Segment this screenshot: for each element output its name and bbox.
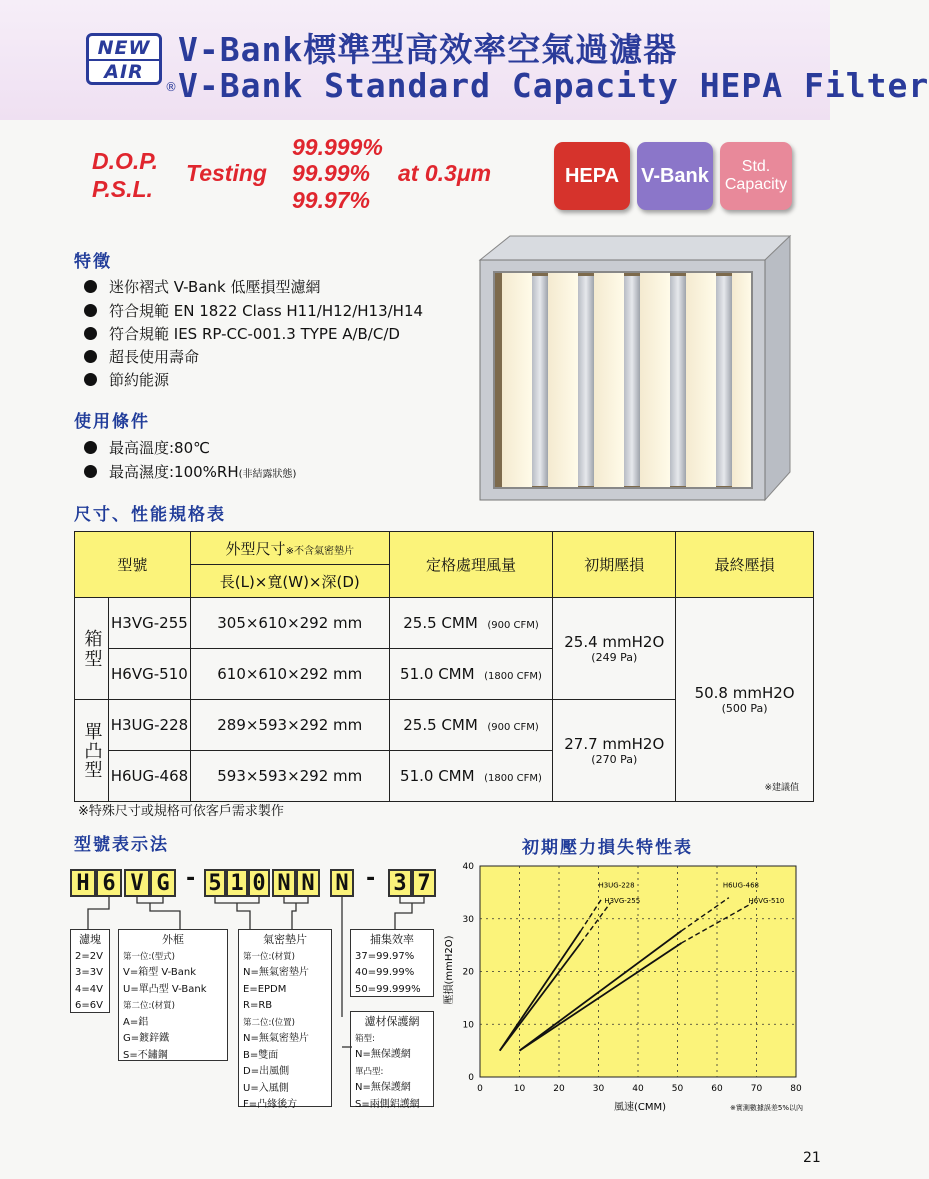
code-char: 1 bbox=[226, 869, 248, 897]
model-cell: H3UG-228 bbox=[108, 700, 190, 751]
feature-item: 符合規範 IES RP-CC-001.3 TYPE A/B/C/D bbox=[84, 323, 400, 344]
header-rated-airflow: 定格處理風量 bbox=[389, 532, 553, 598]
legend-gasket: 氣密墊片 第一位:(材質) N=無氣密墊片 E=EPDM R=RB 第二位:(位置) N=無氣密墊片 B=雙面 D=出風側 U=入風側 F=凸緣後方 bbox=[238, 929, 332, 1107]
model-cell: H3VG-255 bbox=[108, 598, 190, 649]
initial-pressure-drop-convex: 27.7 mmH2O (270 Pa) bbox=[553, 700, 676, 802]
chart-x-tick-label: 80 bbox=[790, 1084, 802, 1094]
code-char: N bbox=[272, 869, 296, 897]
chart-ylabel: 壓損(mmH2O) bbox=[444, 935, 455, 1005]
final-pressure-drop: 50.8 mmH2O (500 Pa) ※建議值 bbox=[676, 598, 814, 802]
conditions-title: 使用條件 bbox=[74, 412, 150, 432]
logo-text-bottom: AIR bbox=[89, 59, 159, 83]
model-cell: H6VG-510 bbox=[108, 649, 190, 700]
dop-label: D.O.P. bbox=[92, 148, 159, 174]
code-char: V bbox=[124, 869, 150, 897]
code-char: H bbox=[70, 869, 96, 897]
testing-label: Testing bbox=[186, 160, 267, 186]
chart-y-tick-label: 10 bbox=[462, 1020, 474, 1031]
dimensions-cell: 305×610×292 mm bbox=[190, 598, 389, 649]
header-initial-pressure-drop: 初期壓損 bbox=[553, 532, 676, 598]
legend-stages: 濾塊 2=2V 3=3V 4=4V 6=6V bbox=[70, 929, 110, 1013]
spec-table-title: 尺寸、性能規格表 bbox=[74, 505, 226, 525]
pressure-drop-chart bbox=[440, 858, 820, 1118]
chart-title: 初期壓力損失特性表 bbox=[522, 838, 693, 858]
spec-table bbox=[74, 531, 814, 802]
recommended-note: ※建議值 bbox=[764, 783, 799, 793]
feature-item: 迷你褶式 V-Bank 低壓損型濾網 bbox=[84, 276, 320, 297]
particle-size: at 0.3μm bbox=[398, 160, 492, 186]
feature-item: 超長使用壽命 bbox=[84, 346, 199, 367]
feature-item: 符合規範 EN 1822 Class H11/H12/H13/H14 bbox=[84, 300, 423, 321]
group-box-type: 箱型 bbox=[75, 598, 109, 700]
model-code-title: 型號表示法 bbox=[74, 835, 169, 855]
badge-std-line1: Std. bbox=[741, 158, 771, 175]
legend-protection-net: 濾材保護網 箱型: N=無保護網 單凸型: N=無保護網 S=兩側鋁護網 bbox=[350, 1011, 434, 1107]
badge-vbank: V-Bank bbox=[637, 142, 713, 210]
efficiency-9999: 99.99% bbox=[292, 160, 371, 186]
code-dash: - bbox=[184, 866, 198, 891]
code-char: 3 bbox=[388, 869, 412, 897]
protect-connector bbox=[342, 1046, 352, 1048]
chart-series-label: H3VG-255 bbox=[604, 896, 641, 905]
chart-note: ※實測數據誤差5%以內 bbox=[730, 1104, 803, 1112]
page-number: 21 bbox=[803, 1150, 821, 1166]
airflow-cell: 25.5 CMM (900 CFM) bbox=[389, 700, 553, 751]
chart-y-tick-label: 40 bbox=[462, 862, 474, 872]
badge-std-line2: Capacity bbox=[724, 176, 788, 193]
title-english: V-Bank Standard Capacity HEPA Filter bbox=[178, 66, 929, 105]
chart-x-tick-label: 30 bbox=[592, 1084, 605, 1094]
chart-x-tick-label: 40 bbox=[632, 1084, 644, 1094]
code-char: G bbox=[150, 869, 176, 897]
chart-x-tick-label: 70 bbox=[750, 1084, 763, 1094]
badge-standard-capacity bbox=[720, 142, 792, 210]
chart-y-tick-label: 20 bbox=[462, 967, 474, 978]
chart-xlabel: 風速(CMM) bbox=[613, 1102, 667, 1113]
code-char: N bbox=[296, 869, 320, 897]
chart-x-tick-label: 20 bbox=[553, 1084, 565, 1094]
header-final-pressure-drop: 最終壓損 bbox=[676, 532, 814, 598]
chart-x-tick-label: 50 bbox=[671, 1084, 684, 1094]
psl-label: P.S.L. bbox=[92, 176, 153, 202]
dimensions-cell: 289×593×292 mm bbox=[190, 700, 389, 751]
group-single-convex-type: 單凸型 bbox=[75, 700, 109, 802]
condition-temperature: 最高溫度:80℃ bbox=[84, 437, 210, 458]
vbank-filter-illustration bbox=[480, 232, 790, 500]
dimensions-cell: 610×610×292 mm bbox=[190, 649, 389, 700]
code-char: 6 bbox=[96, 869, 122, 897]
title-chinese: V-Bank標準型高效率空氣過濾器 bbox=[178, 30, 678, 69]
model-cell: H6UG-468 bbox=[108, 751, 190, 802]
header-model: 型號 bbox=[75, 532, 191, 598]
badge-hepa: HEPA bbox=[554, 142, 630, 210]
code-char: 5 bbox=[204, 869, 226, 897]
feature-item: 節約能源 bbox=[84, 369, 169, 390]
spec-footnote: ※特殊尺寸或規格可依客戶需求製作 bbox=[78, 804, 284, 819]
dimensions-cell: 593×593×292 mm bbox=[190, 751, 389, 802]
chart-y-tick-label: 30 bbox=[462, 914, 474, 925]
efficiency-99999: 99.999% bbox=[292, 134, 383, 160]
registered-mark: ® bbox=[165, 80, 177, 94]
header-dimensions-sub: 長(L)×寬(W)×深(D) bbox=[190, 565, 389, 598]
chart-series-label: H3UG-228 bbox=[598, 881, 635, 890]
chart-y-tick-label: 0 bbox=[468, 1073, 474, 1083]
airflow-cell: 25.5 CMM (900 CFM) bbox=[389, 598, 553, 649]
chart-x-tick-label: 10 bbox=[513, 1084, 526, 1094]
code-char: N bbox=[330, 869, 354, 897]
airflow-cell: 51.0 CMM (1800 CFM) bbox=[389, 751, 553, 802]
code-dash: - bbox=[364, 866, 378, 891]
chart-series-label: H6UG-468 bbox=[722, 881, 760, 890]
newair-logo bbox=[86, 33, 162, 85]
code-char: 0 bbox=[248, 869, 270, 897]
logo-text-top: NEW bbox=[97, 37, 151, 59]
efficiency-9997: 99.97% bbox=[292, 187, 371, 213]
chart-x-tick-label: 0 bbox=[477, 1084, 483, 1094]
initial-pressure-drop-box: 25.4 mmH2O (249 Pa) bbox=[553, 598, 676, 700]
legend-frame: 外框 第一位:(型式) V=箱型 V-Bank U=單凸型 V-Bank 第二位:(材質) A=鋁 G=鍍鋅鐵 S=不鏽鋼 bbox=[118, 929, 228, 1061]
code-char: 7 bbox=[412, 869, 436, 897]
condition-humidity: 最高濕度:100%RH(非結露狀態) bbox=[84, 461, 296, 482]
chart-x-tick-label: 60 bbox=[711, 1084, 723, 1094]
airflow-cell: 51.0 CMM (1800 CFM) bbox=[389, 649, 553, 700]
legend-efficiency: 捕集效率 37=99.97% 40=99.99% 50=99.999% bbox=[350, 929, 434, 997]
features-title: 特徵 bbox=[74, 252, 112, 272]
header-dimensions: 外型尺寸※不含氣密墊片 bbox=[190, 532, 389, 565]
chart-series-label: H6VG-510 bbox=[748, 896, 785, 905]
